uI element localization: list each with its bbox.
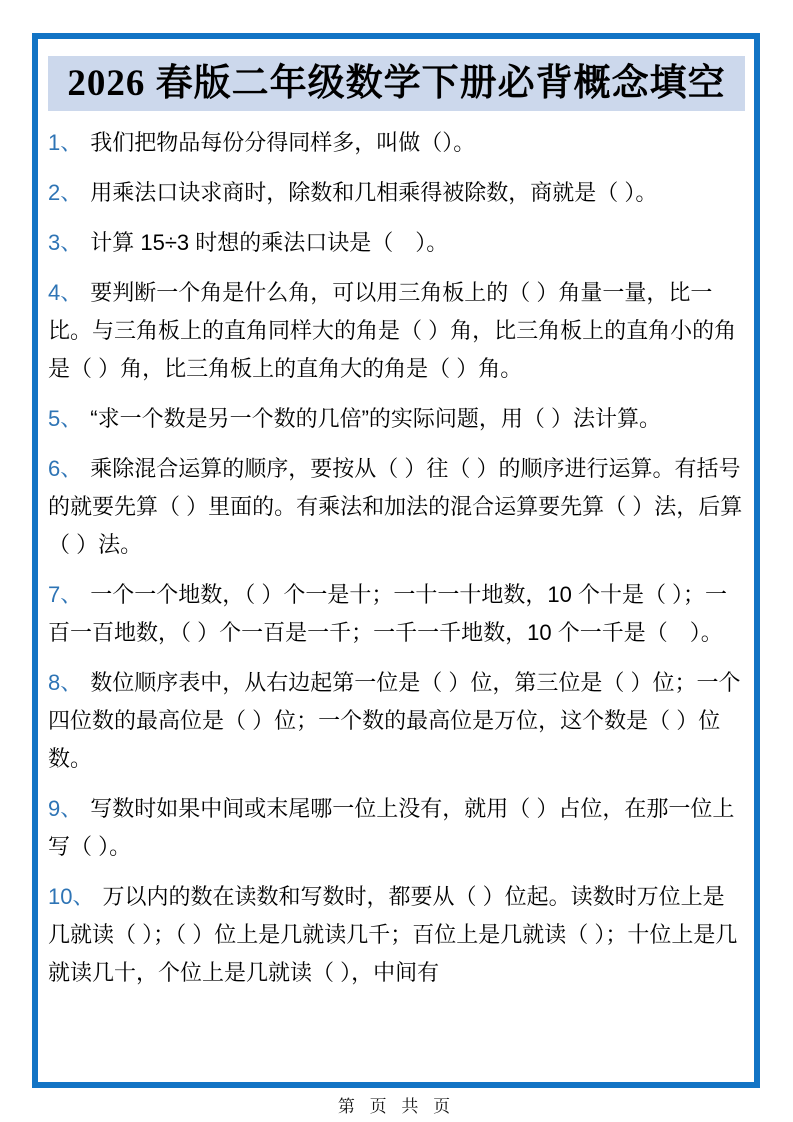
question-text: 计算 15÷3 时想的乘法口诀是（ ）。 [90, 230, 449, 255]
question-item-5 [48, 400, 745, 438]
page-title: 2026 春版二年级数学下册必背概念填空 [48, 56, 745, 111]
question-item-8 [48, 664, 745, 778]
question-text: “求一个数是另一个数的几倍”的实际问题，用（ ）法计算。 [90, 406, 662, 431]
question-number: 10、 [48, 884, 95, 909]
question-number: 1、 [48, 130, 83, 155]
question-number: 5、 [48, 406, 83, 431]
question-text: 万以内的数在读数和写数时，都要从（ ）位起。读数时万位上是几就读（ ）；（ ）位上是几就读几千；百位上是几就读（ ）；十位上是几就读几十，个位上是几就读（ ），中间有 [48, 884, 738, 985]
question-item-7 [48, 576, 745, 652]
question-text: 乘除混合运算的顺序，要按从（ ）往（ ）的顺序进行运算。有括号的就要先算（ ）里面的。有乘法和加法的混合运算要先算（ ）法，后算（ ）法。 [48, 456, 743, 557]
question-item-6 [48, 450, 745, 564]
question-item-2 [48, 174, 745, 212]
question-item-10 [48, 878, 745, 992]
question-text: 数位顺序表中，从右边起第一位是（ ）位，第三位是（ ）位；一个四位数的最高位是（ ）位；一个数的最高位是万位，这个数是（ ）位数。 [48, 670, 741, 771]
page-footer: 第 页 共 页 [337, 1097, 456, 1116]
question-item-3 [48, 224, 745, 262]
page-border-frame [32, 33, 760, 1088]
question-list [48, 124, 745, 992]
question-text: 写数时如果中间或末尾哪一位上没有，就用（ ）占位，在那一位上写（ ）。 [48, 796, 735, 859]
question-number: 6、 [48, 456, 83, 481]
question-number: 2、 [48, 180, 83, 205]
question-number: 9、 [48, 796, 83, 821]
question-item-1 [48, 124, 745, 162]
question-text: 我们把物品每份分得同样多，叫做（）。 [90, 130, 476, 155]
question-item-4 [48, 274, 745, 388]
question-number: 8、 [48, 670, 83, 695]
question-number: 3、 [48, 230, 83, 255]
question-text: 要判断一个角是什么角，可以用三角板上的（ ）角量一量，比一比。与三角板上的直角同样大的角是（ ）角，比三角板上的直角小的角是（ ）角，比三角板上的直角大的角是（ ）角。 [48, 280, 737, 381]
question-text: 用乘法口诀求商时，除数和几相乘得被除数，商就是（ ）。 [90, 180, 658, 205]
question-item-9 [48, 790, 745, 866]
question-number: 4、 [48, 280, 83, 305]
question-text: 一个一个地数，（ ）个一是十；一十一十地数，10 个十是（ ）；一百一百地数，（ ）个一百是一千；一千一千地数，10 个一千是（ ）。 [48, 582, 728, 645]
question-number: 7、 [48, 582, 83, 607]
